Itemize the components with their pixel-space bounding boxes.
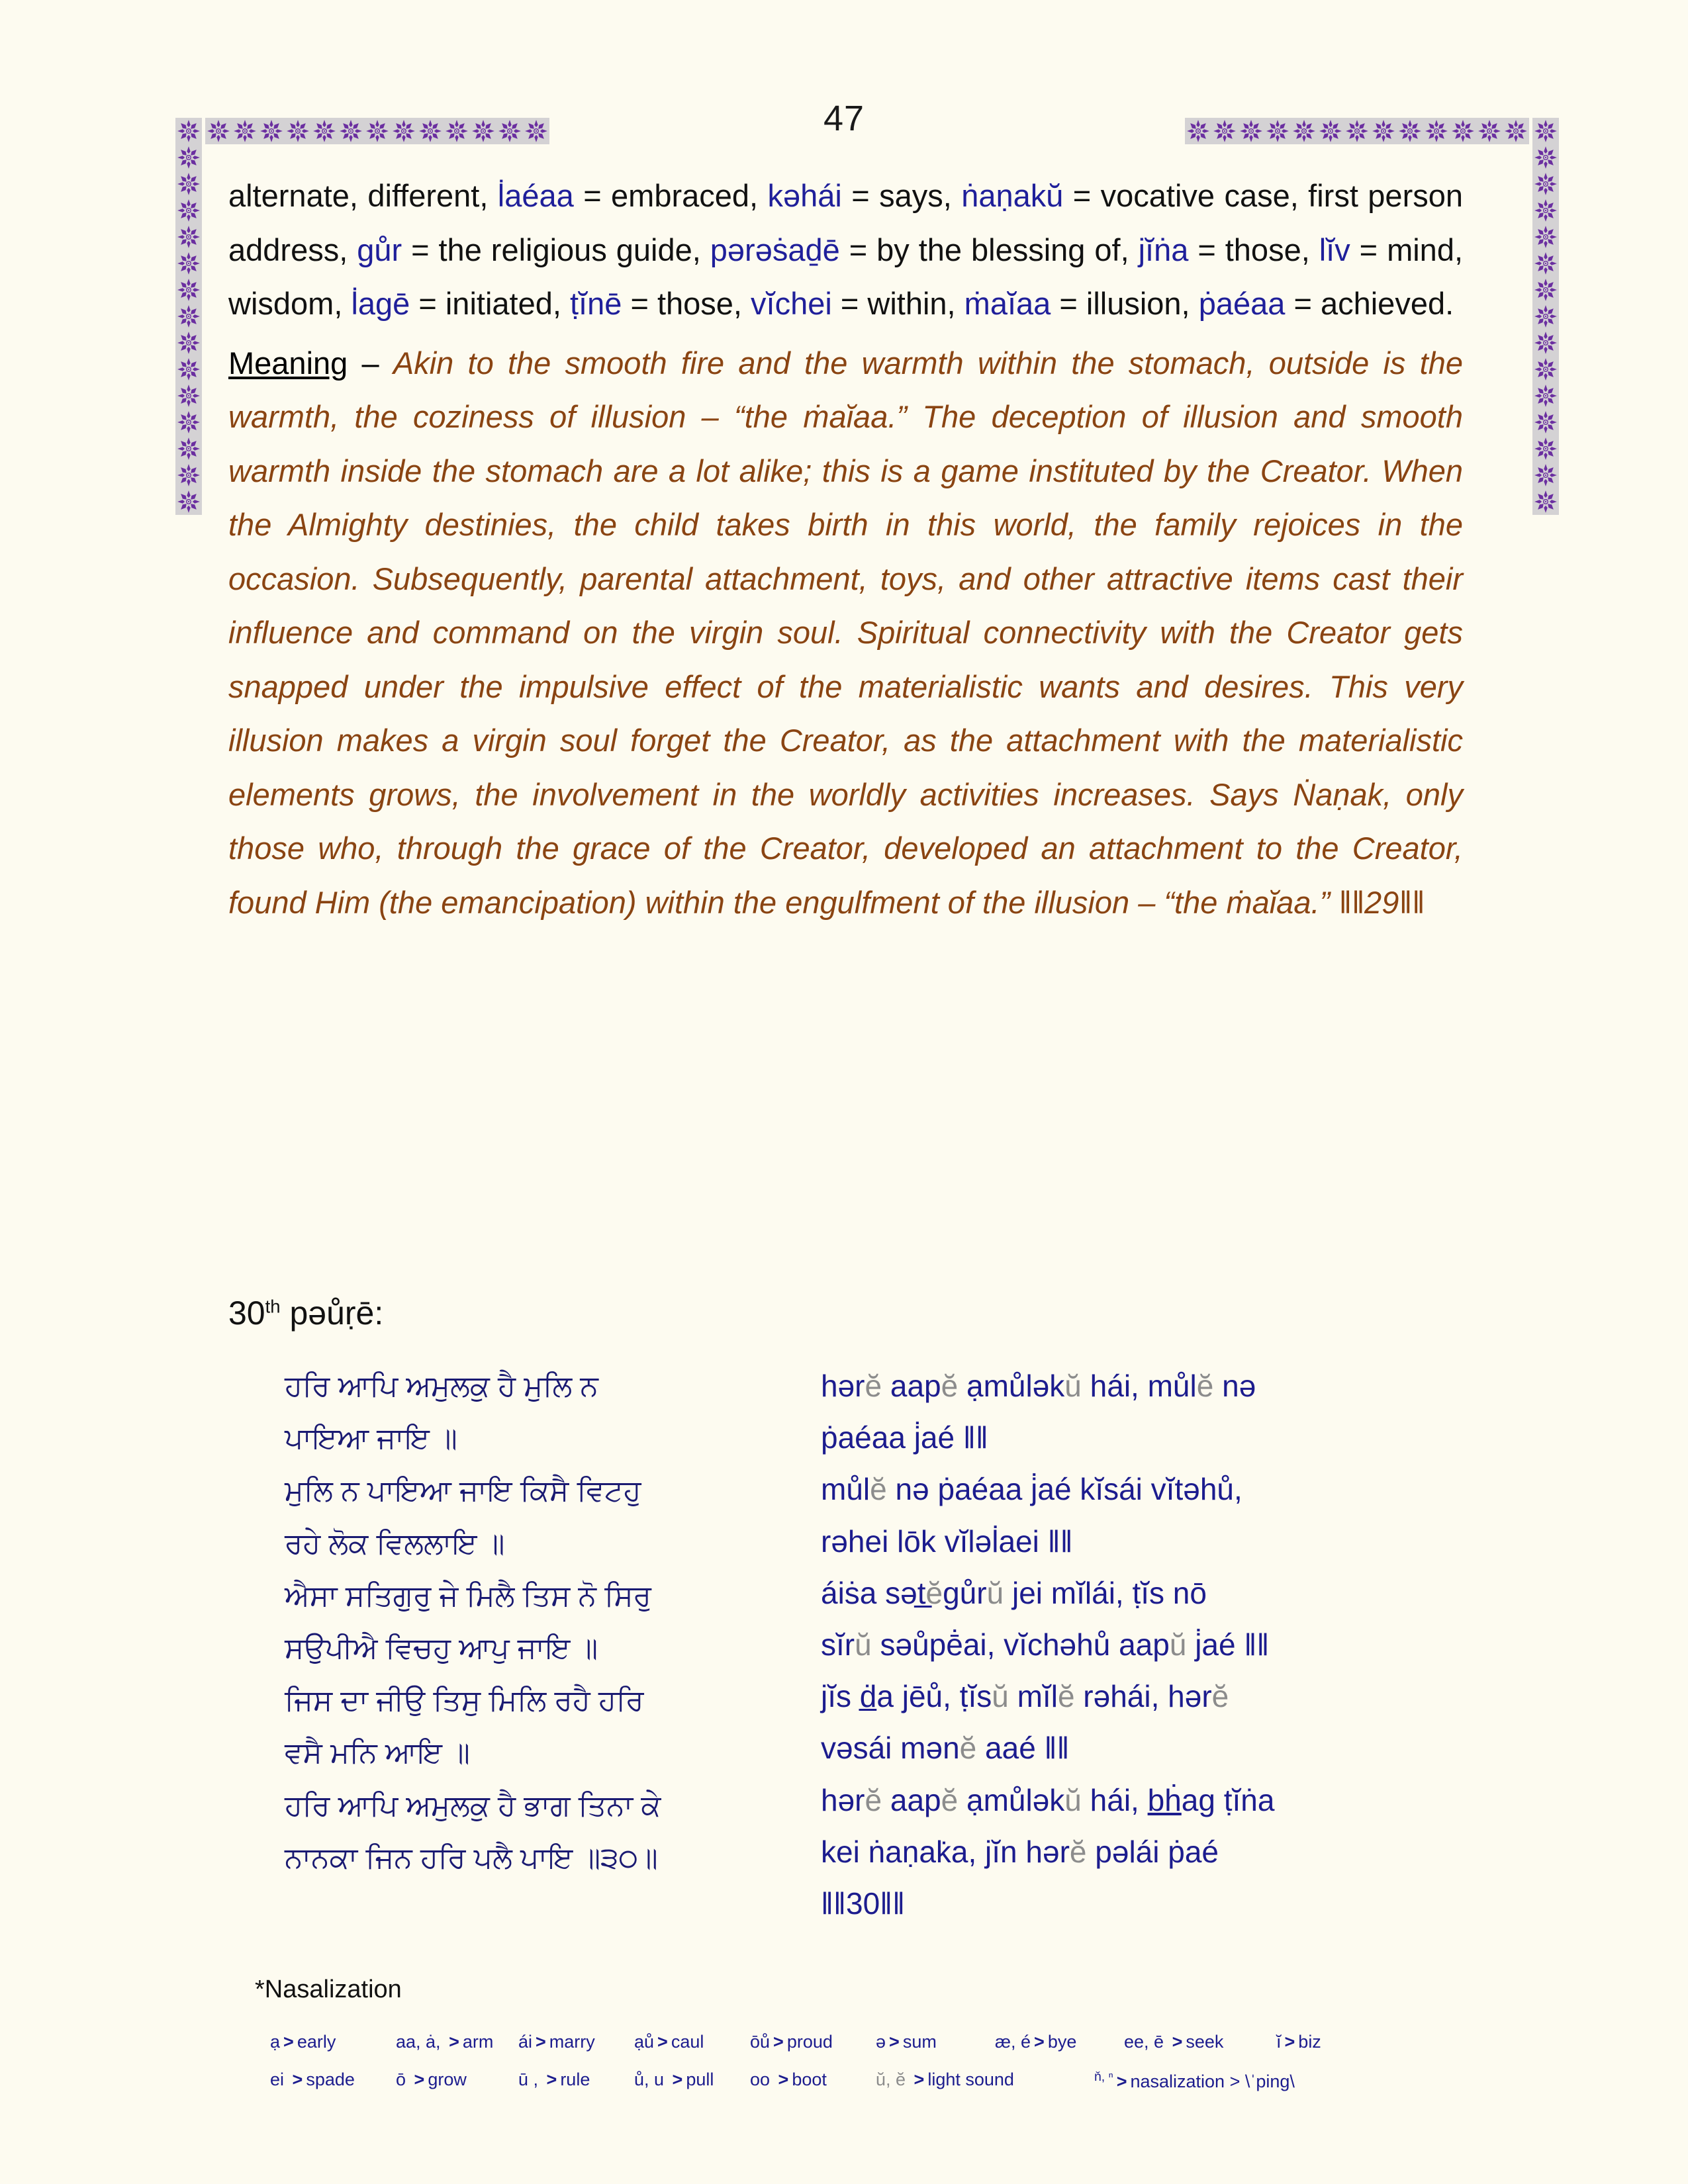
transliteration-run: j̇aé ǁǁ: [1186, 1627, 1270, 1662]
flower-ornament-icon: [1532, 462, 1559, 488]
legend-gloss: early: [297, 2032, 336, 2052]
transliteration-run: ̇ag ṭĭṅa: [1181, 1782, 1275, 1817]
transliteration-run: jei mĭlái, ṭĭs nō: [1004, 1575, 1207, 1610]
transliteration-run: ŭ: [855, 1627, 872, 1662]
transliteration-run: ĕ: [1057, 1679, 1075, 1714]
transliteration-run: hər: [821, 1782, 865, 1817]
transliteration-run: pəlái ṗaé: [1086, 1834, 1219, 1869]
flower-ornament-icon: [1397, 118, 1423, 144]
legend-entry: [995, 2032, 1124, 2052]
transliteration-run: nə: [1213, 1369, 1256, 1403]
gloss-translit-term: ṭĭnē: [569, 286, 622, 322]
flower-ornament-icon: [1532, 197, 1559, 224]
meaning-text: Akin to the smooth fire and the warmth within the stomach, outside is the warmth, the coziness of illusion – “the ṁaĭaa.” The deception of illusion and smooth warmth inside the stomach are a lot alike; this is a game instituted by the Creator. When the Almighty destinies, the child takes birth in this world, the family rejoices in the occasion. Subsequently, parental attachment, toys, and other attractive items cast their influence and command on the virgin soul. Spiritual connectivity with the Creator gets snapped under the impulsive effect of the materialistic wants and desires. This very illusion makes a virgin soul forget the Creator, as the attachment with the materialistic elements grows, the involvement in the worldly activities increases. Says Ṅaṇak, only those who, through the grace of the Creator, developed an attachment to the Creator, found Him (the emancipation) within the engulfment of the illusion – “the ṁaĭaa.” ǁǁ29ǁǁ: [228, 345, 1463, 920]
flower-ornament-icon: [175, 303, 202, 330]
flower-ornament-icon: [523, 118, 549, 144]
legend-arrow-icon: >: [914, 2070, 925, 2089]
transliteration-line: [821, 1567, 1413, 1619]
legend-entry: [750, 2032, 876, 2052]
transliteration-line: [821, 1360, 1413, 1412]
legend-gloss: seek: [1186, 2032, 1224, 2052]
legend-arrow-icon: >: [292, 2070, 303, 2089]
legend-symbol: ái: [518, 2032, 533, 2052]
flower-ornament-icon: [232, 118, 258, 144]
flower-ornament-icon: [1532, 224, 1559, 250]
transliteration-run: ṗaéaa j̇aé ǁǁ: [821, 1420, 988, 1455]
flower-ornament-icon: [338, 118, 364, 144]
gloss-text: = achieved.: [1285, 286, 1454, 322]
meaning-label: Meaning: [228, 345, 348, 381]
gloss-text: = those,: [1188, 232, 1319, 267]
gurmukhi-line: ਮੁਲਿ ਨ ਪਾਇਆ ਜਾਇ ਕਿਸੈ ਵਿਟਹੁ: [285, 1475, 641, 1508]
gurmukhi-line: ਰਹੇ ਲੋਕ ਵਿਲਲਾਇ ॥: [285, 1527, 505, 1560]
transliteration-line: [821, 1826, 1413, 1878]
flower-ornament-icon: [1532, 488, 1559, 515]
transliteration-run: ạmůlək: [958, 1369, 1065, 1403]
pauri-ordinal: th: [265, 1296, 281, 1317]
flower-ornament-icon: [1211, 118, 1238, 144]
legend-arrow-icon: >: [414, 2070, 425, 2089]
gloss-translit-term: ṗaéaa: [1198, 286, 1286, 322]
flower-ornament-icon: [1532, 303, 1559, 330]
legend-symbol: oo: [750, 2070, 775, 2089]
transliteration-line: [821, 1412, 1413, 1463]
legend-entry: [1276, 2032, 1382, 2052]
transliteration-run: sái vĭtəhů,: [1103, 1472, 1243, 1507]
gloss-text: = those,: [622, 286, 751, 322]
legend-gloss: nasalization > \ˈping\: [1130, 2071, 1295, 2091]
transliteration-line: [821, 1516, 1413, 1567]
transliteration-run: ŭ: [986, 1575, 1004, 1610]
legend-symbol: ə: [876, 2032, 886, 2052]
transliteration-run: ĕ: [1069, 1834, 1087, 1869]
legend-gloss: spade: [306, 2070, 355, 2089]
flower-ornament-icon: [1450, 118, 1476, 144]
legend-arrow-icon: >: [1034, 2032, 1045, 2052]
transliteration-run: bh: [1147, 1782, 1182, 1817]
flower-ornament-icon: [1532, 330, 1559, 356]
transliteration-run: vəsái mən: [821, 1731, 960, 1766]
flower-ornament-icon: [175, 383, 202, 409]
gloss-translit-term: ṅaṇakŭ: [961, 178, 1064, 213]
legend-symbol: ei: [270, 2070, 289, 2089]
gloss-translit-term: jĭṅa: [1138, 232, 1189, 267]
transliteration-run: ŭ: [1064, 1782, 1082, 1817]
legend-gloss: rule: [560, 2070, 590, 2089]
legend-gloss: caul: [671, 2032, 704, 2052]
flower-ornament-icon: [364, 118, 391, 144]
flower-ornament-icon: [1532, 409, 1559, 435]
flower-ornament-icon: [1476, 118, 1503, 144]
transliteration-run: hái,: [1081, 1782, 1148, 1817]
transliteration-run: ĕ: [1211, 1679, 1229, 1714]
transliteration-line: [821, 1722, 1413, 1774]
transliteration-run: ŭ: [1169, 1627, 1187, 1662]
transliteration-run: sĭr: [821, 1627, 855, 1662]
transliteration-run: kei ṅaṇak̇a, jĭn hər: [821, 1834, 1070, 1869]
transliteration-run: hər: [821, 1369, 865, 1403]
gloss-translit-term: l̇agē: [351, 286, 410, 322]
legend-entry: [270, 2032, 396, 2052]
legend-symbol: ū ,: [518, 2070, 543, 2089]
gurmukhi-line: ਹਰਿ ਆਪਿ ਅਮੁਲਕੁ ਹੈ ਮੁਲਿ ਨ: [285, 1370, 598, 1402]
gurmukhi-line: ਵਸੈ ਮਨਿ ਆਇ ॥: [285, 1737, 470, 1770]
flower-ornament-icon: [1532, 277, 1559, 303]
flower-ornament-icon: [1370, 118, 1397, 144]
gloss-translit-term: pərəṡaḏē: [710, 232, 840, 267]
transliteration-run: ǁǁ30ǁǁ: [821, 1886, 906, 1921]
gloss-text: alternate, different,: [228, 178, 498, 213]
flower-ornament-icon: [1532, 435, 1559, 462]
transliteration-run: mĭl: [1008, 1679, 1058, 1714]
gloss-text: = initiated,: [410, 286, 570, 322]
legend-entry: [876, 2032, 995, 2052]
legend-arrow-icon: >: [536, 2032, 546, 2052]
transliteration-run: rəhái, hər: [1074, 1679, 1212, 1714]
legend-arrow-icon: >: [283, 2032, 294, 2052]
legend-superscript: ň, ⁿ: [1094, 2070, 1113, 2084]
gloss-text: = says,: [841, 178, 962, 213]
transliteration-run: ĭ: [1095, 1472, 1104, 1507]
legend-gloss: boot: [792, 2070, 827, 2089]
transliteration-line: [821, 1670, 1413, 1722]
legend-gloss: sum: [902, 2032, 937, 2052]
transliteration-column: [751, 1360, 1413, 1929]
transliteration-run: ŭ: [1064, 1369, 1082, 1403]
legend-arrow-icon: >: [657, 2032, 668, 2052]
legend-entry: [634, 2032, 750, 2052]
legend-entry: [270, 2070, 396, 2090]
flower-ornament-icon: [1532, 250, 1559, 277]
transliteration-run: ĕ: [941, 1782, 959, 1817]
gloss-translit-term: ṁaĭaa: [964, 286, 1051, 322]
pronunciation-legend: [270, 2032, 1594, 2107]
legend-gloss: biz: [1298, 2032, 1321, 2052]
legend-row: [270, 2070, 1594, 2107]
legend-entry: [750, 2070, 876, 2090]
legend-arrow-icon: >: [1284, 2032, 1295, 2052]
pauri-heading: [228, 1294, 383, 1332]
gurmukhi-line: ਪਾਇਆ ਜਾਇ ॥: [285, 1422, 457, 1455]
flower-ornament-icon: [1317, 118, 1344, 144]
transliteration-run: aap: [882, 1369, 941, 1403]
flower-ornament-icon: [1532, 118, 1559, 144]
glossary-paragraph: [228, 169, 1463, 331]
transliteration-run: ạmůlək: [958, 1782, 1065, 1817]
gloss-translit-term: l̇aéaa: [497, 178, 574, 213]
transliteration-run: ĕ: [865, 1369, 882, 1403]
nasalization-title: *Nasalization: [255, 1976, 402, 2003]
legend-arrow-icon: >: [1172, 2032, 1183, 2052]
legend-symbol: ee, ē: [1124, 2032, 1169, 2052]
legend-symbol: ĭ: [1276, 2032, 1282, 2052]
transliteration-run: rəhei lōk vĭləl̇aei ǁǁ: [821, 1524, 1073, 1559]
pauri-number: 30: [228, 1295, 265, 1332]
legend-arrow-icon: >: [773, 2032, 784, 2052]
transliteration-run: ĕ: [870, 1472, 887, 1507]
transliteration-run: áiṡa sət̲: [821, 1575, 926, 1610]
legend-entry: [1124, 2032, 1276, 2052]
gurmukhi-line: ਐਸਾ ਸਤਿਗੁਰੁ ਜੇ ਮਿਲੈ ਤਿਸ ਨੋ ਸਿਰੁ: [285, 1579, 651, 1612]
legend-gloss: grow: [428, 2070, 467, 2089]
gurmukhi-line: ਸਉਪੀਐ ਵਿਚਹੁ ਆਪੁ ਜਾਇ ॥: [285, 1631, 598, 1664]
meaning-paragraph: [228, 336, 1463, 930]
legend-arrow-icon: >: [889, 2032, 900, 2052]
transliteration-run: jĭs ḋ̲a jēů, ṭĭs: [821, 1679, 992, 1714]
legend-symbol: ōů: [750, 2032, 771, 2052]
transliteration-line: [821, 1619, 1413, 1670]
legend-gloss: bye: [1047, 2032, 1077, 2052]
transliteration-run: ĕ: [865, 1782, 882, 1817]
flower-ornament-icon: [258, 118, 285, 144]
legend-arrow-icon: >: [546, 2070, 557, 2089]
gloss-text: = vocative case, first person address,: [228, 178, 1463, 267]
legend-entry: [518, 2032, 634, 2052]
legend-gloss: arm: [462, 2032, 494, 2052]
legend-gloss: proud: [786, 2032, 833, 2052]
flower-ornament-icon: [175, 197, 202, 224]
scripture-section: [228, 1360, 1466, 1929]
flower-ornament-icon: [175, 435, 202, 462]
gloss-text: = the religious guide,: [402, 232, 710, 267]
gloss-translit-term: kəhái: [767, 178, 842, 213]
legend-entry: [396, 2070, 518, 2090]
legend-entry: [518, 2070, 634, 2090]
flower-ornament-icon: [175, 488, 202, 515]
legend-arrow-icon: >: [672, 2070, 683, 2089]
legend-arrow-icon: >: [778, 2070, 789, 2089]
flower-ornament-icon: [175, 224, 202, 250]
ornament-border-top-right: [1185, 118, 1529, 144]
legend-symbol: ů, u: [634, 2070, 669, 2089]
legend-symbol: ạů: [634, 2032, 655, 2052]
meaning-dash: –: [348, 345, 393, 381]
gloss-text: = within,: [831, 286, 964, 322]
flower-ornament-icon: [175, 356, 202, 383]
transliteration-run: səůpē̇ai, vĭchəhů aap: [871, 1627, 1170, 1662]
gloss-text: = by the blessing of,: [839, 232, 1139, 267]
legend-symbol: ō: [396, 2070, 411, 2089]
legend-entry: [1094, 2070, 1465, 2092]
gloss-translit-term: gůr: [357, 232, 402, 267]
transliteration-run: aaé ǁǁ: [976, 1731, 1070, 1766]
pauri-word: pəůṛē:: [280, 1295, 384, 1332]
flower-ornament-icon: [175, 144, 202, 171]
flower-ornament-icon: [391, 118, 417, 144]
gloss-text: = mind, wisdom,: [228, 232, 1464, 322]
flower-ornament-icon: [175, 277, 202, 303]
flower-ornament-icon: [1532, 144, 1559, 171]
flower-ornament-icon: [175, 330, 202, 356]
flower-ornament-icon: [1532, 356, 1559, 383]
transliteration-run: ĕ: [941, 1369, 959, 1403]
legend-symbol: æ, é: [995, 2032, 1031, 2052]
flower-ornament-icon: [470, 118, 496, 144]
transliteration-run: gůr: [943, 1575, 987, 1610]
legend-symbol-light: ŭ, ĕ: [876, 2070, 911, 2089]
legend-entry: [876, 2070, 1094, 2090]
flower-ornament-icon: [175, 171, 202, 197]
flower-ornament-icon: [1503, 118, 1529, 144]
legend-symbol: ạ: [270, 2032, 281, 2052]
gloss-translit-term: lĭv: [1319, 232, 1350, 267]
gurmukhi-line: ਨਾਨਕਾ ਜਿਨ ਹਰਿ ਪਲੈ ਪਾਇ ॥੩੦॥: [285, 1841, 658, 1874]
legend-gloss: marry: [549, 2032, 595, 2052]
flower-ornament-icon: [1238, 118, 1264, 144]
flower-ornament-icon: [175, 462, 202, 488]
ornament-border-right: [1532, 118, 1559, 515]
flower-ornament-icon: [496, 118, 523, 144]
ornament-border-left: [175, 118, 202, 515]
main-text-block: [228, 169, 1463, 929]
flower-ornament-icon: [1291, 118, 1317, 144]
gurmukhi-column: [228, 1360, 751, 1929]
flower-ornament-icon: [175, 250, 202, 277]
flower-ornament-icon: [1185, 118, 1211, 144]
flower-ornament-icon: [205, 118, 232, 144]
transliteration-line: [821, 1878, 1413, 1929]
page-number: 47: [823, 99, 865, 138]
legend-row: [270, 2032, 1594, 2070]
flower-ornament-icon: [1532, 171, 1559, 197]
legend-symbol: aa, ȧ,: [396, 2032, 446, 2052]
legend-gloss: light sound: [927, 2070, 1014, 2089]
transliteration-run: ŭ: [992, 1679, 1009, 1714]
flower-ornament-icon: [1264, 118, 1291, 144]
transliteration-run: ĕ: [925, 1575, 943, 1610]
legend-entry: [396, 2032, 518, 2052]
flower-ornament-icon: [175, 118, 202, 144]
flower-ornament-icon: [1423, 118, 1450, 144]
flower-ornament-icon: [444, 118, 470, 144]
transliteration-run: můl: [821, 1472, 870, 1507]
transliteration-line: [821, 1774, 1413, 1826]
transliteration-run: nə ṗaéaa j̇aé k: [886, 1472, 1096, 1507]
transliteration-run: ĕ: [959, 1731, 977, 1766]
gloss-translit-term: vĭchei: [751, 286, 832, 322]
legend-arrow-icon: >: [449, 2032, 459, 2052]
transliteration-run: ĕ: [1196, 1369, 1214, 1403]
legend-entry: [634, 2070, 750, 2090]
gloss-text: = embraced,: [573, 178, 768, 213]
legend-arrow-icon: >: [1116, 2071, 1127, 2091]
gurmukhi-line: ਜਿਸ ਦਾ ਜੀਉ ਤਿਸੁ ਮਿਲਿ ਰਹੈ ਹਰਿ: [285, 1684, 644, 1717]
ornament-border-top-left: [205, 118, 549, 144]
flower-ornament-icon: [1344, 118, 1370, 144]
flower-ornament-icon: [175, 409, 202, 435]
legend-gloss: pull: [686, 2070, 714, 2089]
transliteration-run: hái, můl: [1081, 1369, 1197, 1403]
flower-ornament-icon: [285, 118, 311, 144]
flower-ornament-icon: [1532, 383, 1559, 409]
gurmukhi-line: ਹਰਿ ਆਪਿ ਅਮੁਲਕੁ ਹੈ ਭਾਗ ਤਿਨਾ ਕੇ: [285, 1789, 661, 1822]
transliteration-line: [821, 1463, 1413, 1515]
gloss-text: = illusion,: [1051, 286, 1199, 322]
flower-ornament-icon: [311, 118, 338, 144]
flower-ornament-icon: [417, 118, 444, 144]
transliteration-run: aap: [882, 1782, 941, 1817]
